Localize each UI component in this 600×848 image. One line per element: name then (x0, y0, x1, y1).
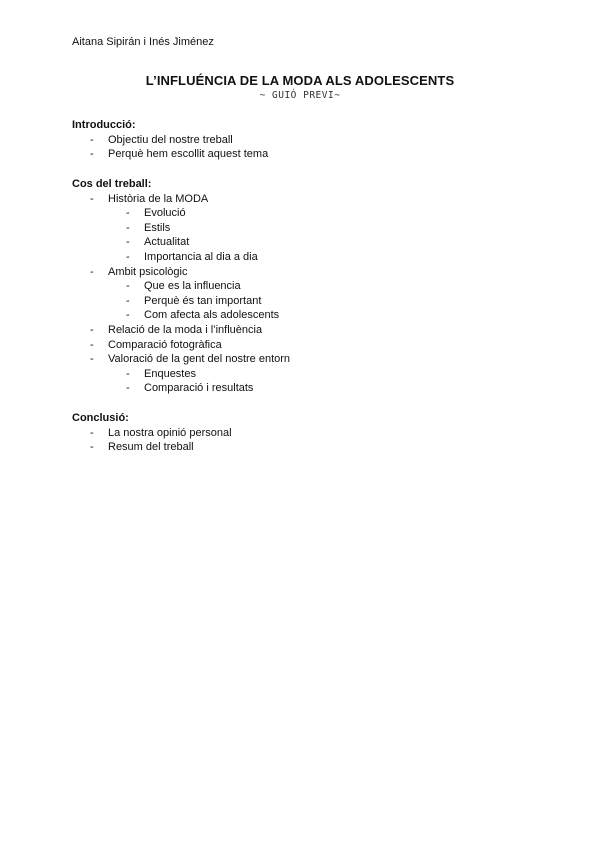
bullet-dash: - (90, 441, 94, 454)
bullet-dash: - (126, 250, 130, 263)
bullet-dash: - (90, 426, 94, 439)
sub-list-item (72, 221, 532, 236)
sub-list-item-label: Importancia al dia a dia (144, 250, 258, 263)
sub-list-item-label: Actualitat (144, 236, 190, 249)
bullet-dash: - (126, 221, 130, 234)
sub-list-item-label: Evolució (144, 207, 186, 220)
sub-list-item (72, 381, 532, 396)
sub-list-item-label: Perquè és tan important (144, 294, 262, 307)
section-body (72, 177, 532, 396)
list-item (72, 440, 532, 455)
bullet-dash: - (126, 207, 130, 220)
section-heading-body: Cos del treball: (72, 178, 152, 190)
bullet-dash: - (126, 294, 130, 307)
sub-list-item (72, 308, 532, 323)
sub-list-item (72, 206, 532, 221)
bullet-dash: - (90, 338, 94, 351)
sub-list-item-label: Estils (144, 221, 171, 234)
list-item-label: Objectiu del nostre treball (108, 133, 233, 146)
sub-list-item (72, 294, 532, 309)
sub-list-item (72, 279, 532, 294)
section-heading-introduction: Introducció: (72, 119, 136, 131)
section-conclusion (72, 411, 532, 455)
list-item (72, 192, 532, 207)
list-item-label: La nostra opinió personal (108, 426, 232, 439)
document-subtitle: ~ GUIÓ PREVI~ (259, 90, 341, 101)
sub-list-item-label: Com afecta als adolescents (144, 309, 280, 322)
list-item (72, 352, 532, 367)
bullet-dash: - (126, 236, 130, 249)
list-item (72, 323, 532, 338)
bullet-dash: - (90, 148, 94, 161)
bullet-dash: - (126, 280, 130, 293)
sub-list-item-label: Comparació i resultats (144, 382, 254, 395)
bullet-dash: - (90, 265, 94, 278)
bullet-dash: - (126, 309, 130, 322)
list-item (72, 426, 532, 441)
bullet-dash: - (90, 192, 94, 205)
list-item (72, 338, 532, 353)
bullet-dash: - (90, 323, 94, 336)
list-item (72, 133, 532, 148)
bullet-dash: - (90, 133, 94, 146)
bullet-dash: - (90, 353, 94, 366)
bullet-dash: - (126, 367, 130, 380)
sub-list-item-label: Enquestes (144, 367, 196, 380)
list-item-label: Comparació fotogràfica (108, 338, 222, 351)
sub-list-item (72, 367, 532, 382)
list-item-label: Perquè hem escollit aquest tema (108, 148, 269, 161)
section-introduction (72, 118, 532, 162)
list-item-label: Història de la MODA (108, 192, 209, 205)
list-item-label: Resum del treball (108, 441, 194, 454)
list-item (72, 265, 532, 280)
authors: Aitana Sipirán i Inés Jiménez (72, 36, 214, 48)
list-item-label: Ambit psicològic (108, 265, 188, 278)
section-heading-conclusion: Conclusió: (72, 412, 129, 424)
sub-list-item (72, 250, 532, 265)
list-item (72, 147, 532, 162)
document-title: L’INFLUÉNCIA DE LA MODA ALS ADOLESCENTS (145, 73, 455, 88)
bullet-dash: - (126, 382, 130, 395)
list-item-label: Valoració de la gent del nostre entorn (108, 353, 291, 366)
sub-list-item-label: Que es la influencia (144, 280, 241, 293)
sub-list-item (72, 235, 532, 250)
list-item-label: Relació de la moda i l’influència (108, 323, 263, 336)
